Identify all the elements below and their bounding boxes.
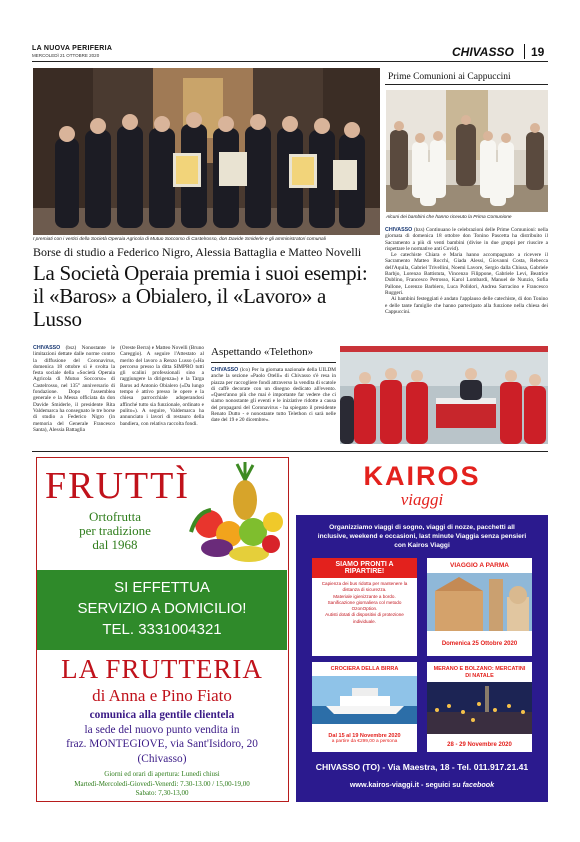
main-dateline: CHIVASSO [33,345,61,351]
kairos-box1-item: Autisti dotati di dispositivi di protezione individuale. [325,612,404,624]
frutti-hours [37,770,287,799]
page-number: 19 [531,45,545,59]
frutti-banner-1: SI EFFETTUA [114,579,210,596]
comunioni-p1-text: Continuano le celebrazioni delle Prime Comunioni: nella giornata di domenica 18 ottobre don Tonino Pascetta ha distribuito il Sacramento a più di venti bambini (divise in due gruppi per riuscire a rispettare le normative anti Covid). [385,227,549,252]
parma-cathedral-illustration [427,573,532,631]
kairos-box2-title: VIAGGIO A PARMA [450,562,509,569]
kairos-brand: KAIROS [363,461,481,491]
frutti-line-1: comunica alla gentile clientela [89,709,235,721]
kairos-box1-item: Capienza dei bus ridotta per mantenere la distanza di sicurezza. [321,581,408,593]
kairos-address: CHIVASSO (TO) - Via Maestra, 18 - Tel. 011.917.21.41 [315,762,529,772]
main-article-col2 [120,345,204,427]
facebook-icon: facebook [462,780,495,789]
kairos-box-parma [427,558,532,656]
frutti-delivery-banner [37,570,287,650]
frutti-tagline-2: per tradizione [79,523,151,538]
header-rule [32,61,548,62]
kairos-box1-title: SIAMO PRONTI A RIPARTIRE! [312,558,417,578]
telethon-body [211,367,336,424]
frutti-line-3: fraz. MONTEGIOVE, via Sant'Isidoro, 20 [66,738,258,750]
kairos-box-safety [312,558,417,656]
christmas-market-illustration [427,682,532,734]
frutti-hours-2: Martedì-Mercoledì-Giovedì-Venerdì: 7.30-13.00 / 15,00-19,00 [74,779,250,788]
comunioni-photo-scene [386,90,548,212]
kairos-box1-item: Materiale igienizzante a bordo. [333,593,396,599]
kairos-web-line [296,780,548,789]
main-col2-text: (Oreste Berra) e Matteo Novelli (Bruno Careggio). A seguire l'Attestato al merito del lavoro a Renzo Lusso («Ha percorso presso la ditta SIMPRO tutti gli scalini professionali sino a raggiungere la dirigenza») e la Targa Baros ad Antonio Obialero («Da lungo tempo è attivo presso le opere e la chiesa parrocchiale adoperandosi affinché tutto sia funzionale, ordinato e pulito»). A seguire, Valdemarca ha annunciato i lavori di restauro della bandiera, con relativa raccolta fondi. [120,345,204,427]
fruit-basket-illustration [187,462,285,566]
ad-frutti [36,457,289,802]
kairos-box2-date: Domenica 25 Ottobre 2020 [441,641,518,647]
main-photo [33,68,380,235]
frutti-tagline [55,510,175,552]
kairos-box1-list [312,578,417,628]
frutti-tagline-3: dal 1968 [92,537,138,552]
frutti-announcement [37,708,287,766]
masthead: LA NUOVA PERIFERIA [32,45,113,52]
frutti-line-4: (Chivasso) [137,752,187,765]
frutti-hours-1: Giorni ed orari di apertura: Lunedì chiusi [104,770,220,778]
cruise-ship-illustration [312,676,417,724]
main-byline: (bsz) [65,345,77,351]
comunioni-dateline: CHIVASSO [385,227,413,233]
frutti-name: LA FRUTTERIA [61,654,263,684]
kairos-box3-title: CROCIERA DELLA BIRRA [330,666,399,672]
frutti-line-2: la sede del nuovo punto vendita in [84,723,240,736]
telethon-headline: Aspettando «Telethon» [211,346,314,358]
frutti-delivery-text [37,570,287,640]
ad-kairos [296,457,548,802]
telethon-dateline: CHIVASSO [211,367,239,373]
section-title: CHIVASSO [452,45,514,59]
kairos-box-cruise [312,662,417,752]
frutti-tagline-1: Ortofrutta [89,509,141,524]
telethon-text: Per la giornata nazionale della UILDM anche la sezione «Paolo Otelli» di Chivasso s'è resa in piazza per raccogliere fondi attraverso la vendita di scatole di caffè decorate con un disegno dedicato all'evento. «Quest'anno più che mai è importante far vedere che ci siamo nonostante gli eventi e le iniziative ridotte a causa del propagarsi del Coronavirus - ha spiegato il presidente Renato Dutto - e nonostante tutto Telethon ci sarà nelle date del 19 e 20 dicembre». [211,367,337,424]
comunioni-body [385,227,548,315]
ads-rule [32,451,548,452]
kairos-box-merano [427,662,532,752]
comunioni-photo-caption: Alcuni dei bambini che hanno ricevuto la Prima Comunione [386,215,512,220]
kairos-intro: Organizziamo viaggi di sogno, viaggi di nozze, pacchetti all inclusive, weekend e occasioni, last minute Viaggia senza pensieri con Kairos Viaggi [317,524,527,549]
comunioni-rule [385,84,548,85]
main-subhead: Borse di studio a Federico Nigro, Alessia Battaglia e Matteo Novelli [33,245,362,259]
frutti-hours-3: Sabato: 7,30-13,00 [135,789,189,797]
main-photo-caption: I premiati con i vertici della Società Operaia Agricola di Mutuo Soccorso di Castelrosso, don Davide Smiderle e gli amministratori comunali [33,237,326,242]
main-photo-scene [33,68,380,235]
frutti-owners: di Anna e Pino Fiato [92,686,232,705]
comunioni-headline: Prime Comunioni ai Cappuccini [388,72,511,82]
kairos-box4-date: 28 - 29 Novembre 2020 [447,742,512,748]
comunioni-photo [386,90,548,212]
frutti-brand: FRUTTÌ [45,465,190,507]
kairos-brand-sub: viaggi [400,490,444,509]
comunioni-byline: (bzs) [413,227,425,233]
telethon-rule [211,362,336,363]
header-divider [524,44,525,59]
kairos-box4-title: MERANO E BOLZANO: MERCATINI DI NATALE [433,666,526,679]
comunioni-p3: Ai bambini festeggiati è andato l'applauso delle catechiste, di don Tonino e delle tante famiglie che hanno partecipato alla funzione nella chiesa dei Cappuccini. [385,296,548,315]
telethon-byline: (lco) [239,367,250,373]
kairos-website: www.kairos-viaggi.it - seguici su [349,780,461,789]
main-article-col1 [33,345,115,433]
comunioni-p1 [385,227,548,252]
frutti-banner-3: TEL. 3331004321 [102,621,222,638]
frutti-banner-2: SERVIZIO A DOMICILIO! [77,600,247,617]
telethon-photo [340,346,548,444]
main-col1-text: Nonostante le limitazioni dettate dalle norme contro la diffusione del Coronavirus, domenica 18 ottobre si è svolta la festa sociale della «Società Operaia Agricola di Mutuo Soccorso» di Castelrosso, nel 135° anniversario di fondazione. Dopo l'assemblea generale e la Messa officiata da don Davide Smiderle, il presidente Rita Valdemarca ha consegnato le tre borse di studio a Federico Nigro (in memoria del Generale Francesco Santa), Alessia Battaglia [33,345,115,433]
header-date: MERCOLEDÌ 21 OTTOBRE 2020 [32,53,100,58]
kairos-box1-item: Sanificazione giornaliera col metodo OzonOption. [327,599,402,612]
kairos-logo-area [296,457,548,515]
telethon-photo-scene [340,346,548,444]
comunioni-p2: Le catechiste Chiara e Maria hanno accompagnato a ricevere il Sacramento Matteo Rocchi, Giada Alessi, Giovanni Costa, Rebecca dell'Aquila, Gabriel Trivellini, Noemi Lavore, Sergio dalla Chiusa, Gabriele Barbjo, Lorenzo Battistuta, Vincenzo Filippone, Gabriele Levi, Beatrice Dublino, Francesco Petrosso, Karol Lombardi, Manuel de Nunzio, Sofia Pallone, Lorenzo Barbiero, Luca Polidori, Andrea Sarracino e Francesco Ruggeri. [385,252,548,296]
main-headline: La Società Operaia premia i suoi esempi: il «Baros» a Obialero, il «Lavoro» a Lusso [33,261,368,331]
kairos-box3-price: a partire da €299,00 a persona [331,739,398,744]
kairos-box3-date: Dal 15 al 19 Novembre 2020 [328,733,401,739]
